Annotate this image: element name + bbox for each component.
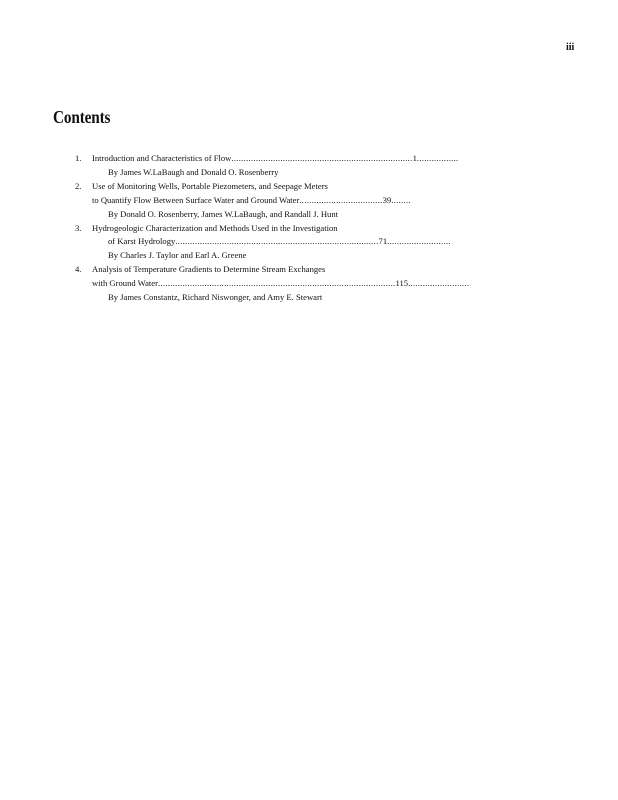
contents-heading: Contents [53,107,111,127]
toc-entry-authors: By Donald O. Rosenberry, James W.LaBaugh, and Randall J. Hunt [108,208,339,219]
toc-leader-dots: ......................... [408,278,470,289]
toc-entry-title-line[interactable] [75,263,545,277]
toc-leader-dots: .......................... [387,236,451,247]
page-number: iii [566,42,575,53]
table-of-contents [75,152,545,305]
toc-leader-dots: ........ [391,194,411,205]
toc-entry-title-line[interactable] [75,235,545,249]
toc-entry-title[interactable]: with Ground Water [92,278,158,289]
toc-entry-2 [75,180,545,222]
toc-entry-title[interactable]: of Karst Hydrology [108,236,176,247]
toc-entry-title-line[interactable] [75,194,545,208]
toc-entry-4 [75,263,545,305]
toc-entry-title[interactable]: to Quantify Flow Between Surface Water and Ground Water [92,194,300,205]
toc-page-number[interactable]: 115 [395,278,409,289]
toc-leader-dots: .......................................................................... [231,153,413,163]
toc-entry-3 [75,222,545,264]
toc-entry-number: 4. [75,264,82,275]
toc-entry-title[interactable]: Introduction and Characteristics of Flow [92,153,232,163]
toc-leader-dots: .................................. [299,194,383,205]
toc-entry-authors: By James W.LaBaugh and Donald O. Rosenberry [108,166,279,177]
toc-page-number[interactable]: 71 [378,236,388,247]
toc-leader-dots: ................................................................................... [175,236,379,247]
toc-leader-dots: ................. [416,153,459,163]
toc-entry-number: 2. [75,180,82,191]
toc-entry-title-line[interactable] [75,222,545,236]
toc-entry-title-line[interactable] [75,152,545,166]
toc-entry-title[interactable]: Use of Monitoring Wells, Portable Piezometers, and Seepage Meters [92,180,328,191]
toc-page-number[interactable]: 39 [382,194,392,205]
toc-entry-authors: By Charles J. Taylor and Earl A. Greene [108,250,247,261]
toc-entry-authors: By James Constantz, Richard Niswonger, and Amy E. Stewart [108,292,323,303]
toc-entry-number: 3. [75,222,82,233]
toc-entry-title-line[interactable] [75,180,545,194]
toc-entry-number: 1. [75,153,82,163]
toc-entry-title-line[interactable] [75,277,545,291]
toc-entry-title[interactable]: Hydrogeologic Characterization and Methods Used in the Investigation [92,222,338,233]
toc-page-number[interactable]: 1 [412,153,417,163]
toc-entry-title[interactable]: Analysis of Temperature Gradients to Determine Stream Exchanges [92,264,326,275]
toc-leader-dots: ................................................................................................. [157,278,396,289]
toc-entry-1 [75,152,545,180]
